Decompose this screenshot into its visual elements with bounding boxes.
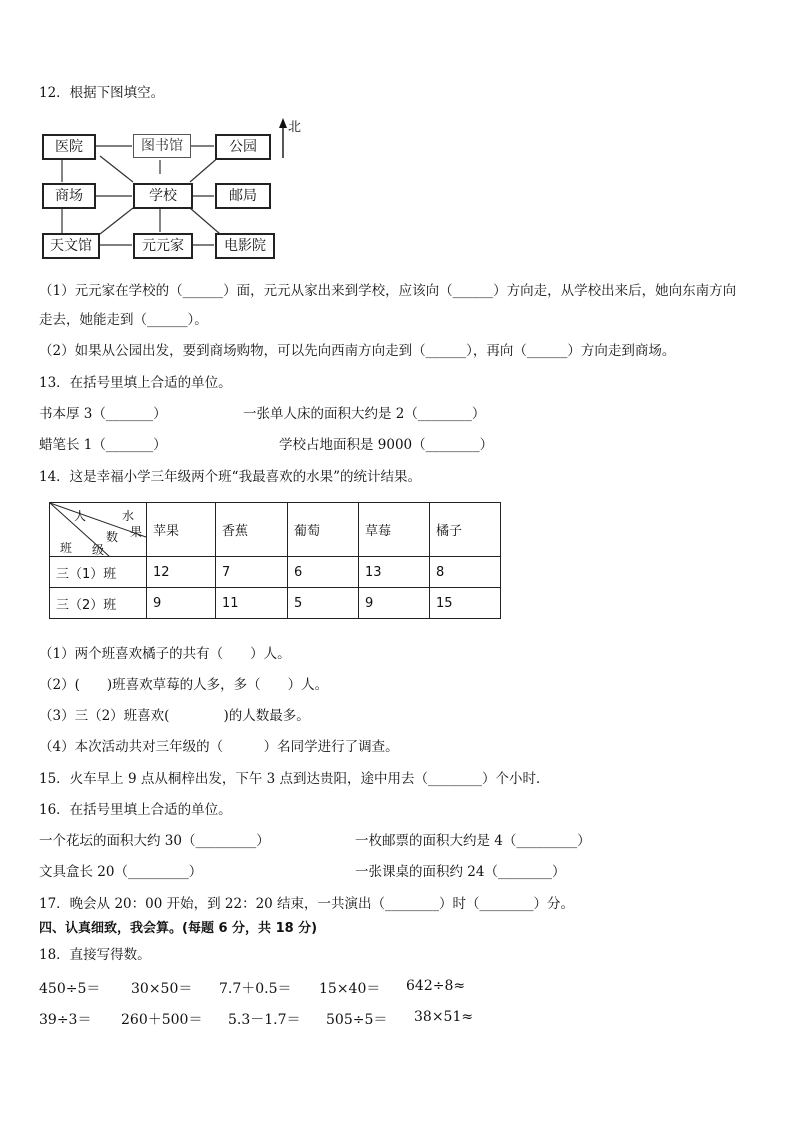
q15-text: 15．火车早上 9 点从桐梓出发，下午 3 点到达贵阳，途中用去（________）个小时． bbox=[39, 771, 550, 787]
box-hospital: 医院 bbox=[42, 134, 96, 160]
table-header-row bbox=[50, 503, 501, 557]
value-cell: 6 bbox=[288, 557, 359, 588]
fruit-header: 葡萄 bbox=[288, 503, 359, 557]
q17-text: 17．晚会从 20：00 开始，到 22：20 结束，一共演出（________）时（________）分。 bbox=[39, 896, 575, 912]
box-observatory: 天文馆 bbox=[42, 233, 100, 259]
q16-title: 16．在括号里填上合适的单位。 bbox=[39, 802, 232, 818]
value-cell: 9 bbox=[359, 588, 430, 619]
q14-sub2: （2）( )班喜欢草莓的人多，多（ ）人。 bbox=[39, 677, 329, 693]
calc-item: 38×51≈ bbox=[414, 1009, 474, 1025]
calc-item: 5.3－1.7＝ bbox=[228, 1012, 301, 1028]
box-park: 公园 bbox=[215, 134, 271, 160]
q12-title: 12．根据下图填空。 bbox=[39, 85, 165, 101]
calc-item: 505÷5＝ bbox=[326, 1012, 388, 1028]
corner-label-ren: 人 bbox=[74, 509, 87, 523]
q14-title: 14．这是幸福小学三年级两个班“我最喜欢的水果”的统计结果。 bbox=[39, 469, 421, 485]
fruit-header: 苹果 bbox=[147, 503, 216, 557]
q13-item-d: 学校占地面积是 9000（________） bbox=[279, 437, 494, 453]
table-row bbox=[50, 588, 501, 619]
value-cell: 9 bbox=[147, 588, 216, 619]
box-postoffice: 邮局 bbox=[215, 183, 271, 209]
fruit-header: 香蕉 bbox=[216, 503, 288, 557]
value-cell: 5 bbox=[288, 588, 359, 619]
box-mall: 商场 bbox=[42, 183, 96, 209]
fruit-stats-table bbox=[49, 502, 501, 619]
q16-item-d: 一张课桌的面积约 24（________） bbox=[355, 864, 566, 880]
calc-item: 15×40＝ bbox=[319, 981, 381, 997]
calc-item: 7.7＋0.5＝ bbox=[219, 981, 292, 997]
corner-label-shu: 数 bbox=[106, 530, 119, 544]
q16-item-a: 一个花坛的面积大约 30（_________） bbox=[39, 833, 270, 849]
table-corner-cell bbox=[50, 503, 147, 557]
box-cinema: 电影院 bbox=[215, 233, 275, 259]
q14-sub1: （1）两个班喜欢橘子的共有（ ）人。 bbox=[39, 646, 291, 662]
box-yuanyuan-home: 元元家 bbox=[133, 233, 193, 259]
table-row bbox=[50, 557, 501, 588]
map-diagram bbox=[40, 116, 320, 264]
north-label: 北 bbox=[288, 120, 302, 135]
q13-item-a: 书本厚 3（_______） bbox=[39, 406, 167, 422]
corner-label-guo: 果 bbox=[130, 525, 143, 539]
value-cell: 15 bbox=[430, 588, 501, 619]
value-cell: 11 bbox=[216, 588, 288, 619]
corner-label-ji: 级 bbox=[92, 543, 105, 557]
corner-label-shui: 水 bbox=[122, 509, 135, 523]
calc-item: 450÷5＝ bbox=[39, 981, 101, 997]
q14-sub3: （3）三（2）班喜欢( )的人数最多。 bbox=[39, 708, 310, 724]
q13-title: 13．在括号里填上合适的单位。 bbox=[39, 375, 232, 391]
q12-sub1: （1）元元家在学校的（______）面，元元从家出来到学校，应该向（______）方向走，从学校出来后，她向东南方向 bbox=[39, 283, 737, 299]
calc-item: 642÷8≈ bbox=[406, 978, 466, 994]
value-cell: 12 bbox=[147, 557, 216, 588]
q12-sub1-cont: 走去，她能走到（______）。 bbox=[39, 312, 208, 328]
q18-title: 18．直接写得数。 bbox=[39, 947, 151, 963]
corner-label-ban: 班 bbox=[60, 541, 73, 555]
value-cell: 8 bbox=[430, 557, 501, 588]
value-cell: 7 bbox=[216, 557, 288, 588]
calc-item: 30×50＝ bbox=[131, 981, 193, 997]
calc-item: 260＋500＝ bbox=[121, 1012, 203, 1028]
fruit-header: 橘子 bbox=[430, 503, 501, 557]
q16-item-c: 文具盒长 20（_________） bbox=[39, 864, 203, 880]
fruit-header: 草莓 bbox=[359, 503, 430, 557]
value-cell: 13 bbox=[359, 557, 430, 588]
q14-sub4: （4）本次活动共对三年级的（ ）名同学进行了调查。 bbox=[39, 739, 399, 755]
calc-item: 39÷3＝ bbox=[39, 1012, 92, 1028]
class-cell: 三（1）班 bbox=[50, 557, 147, 588]
class-cell: 三（2）班 bbox=[50, 588, 147, 619]
section4-heading: 四、认真细致，我会算。(每题 6 分，共 18 分) bbox=[39, 921, 318, 936]
box-library: 图书馆 bbox=[133, 134, 191, 158]
q13-item-b: 一张单人床的面积大约是 2（________） bbox=[243, 406, 486, 422]
q13-item-c: 蜡笔长 1（_______） bbox=[39, 437, 167, 453]
q12-sub2: （2）如果从公园出发，要到商场购物，可以先向西南方向走到（______），再向（______）方向走到商场。 bbox=[39, 343, 676, 359]
box-school: 学校 bbox=[133, 183, 193, 209]
q16-item-b: 一枚邮票的面积大约是 4（_________） bbox=[355, 833, 591, 849]
